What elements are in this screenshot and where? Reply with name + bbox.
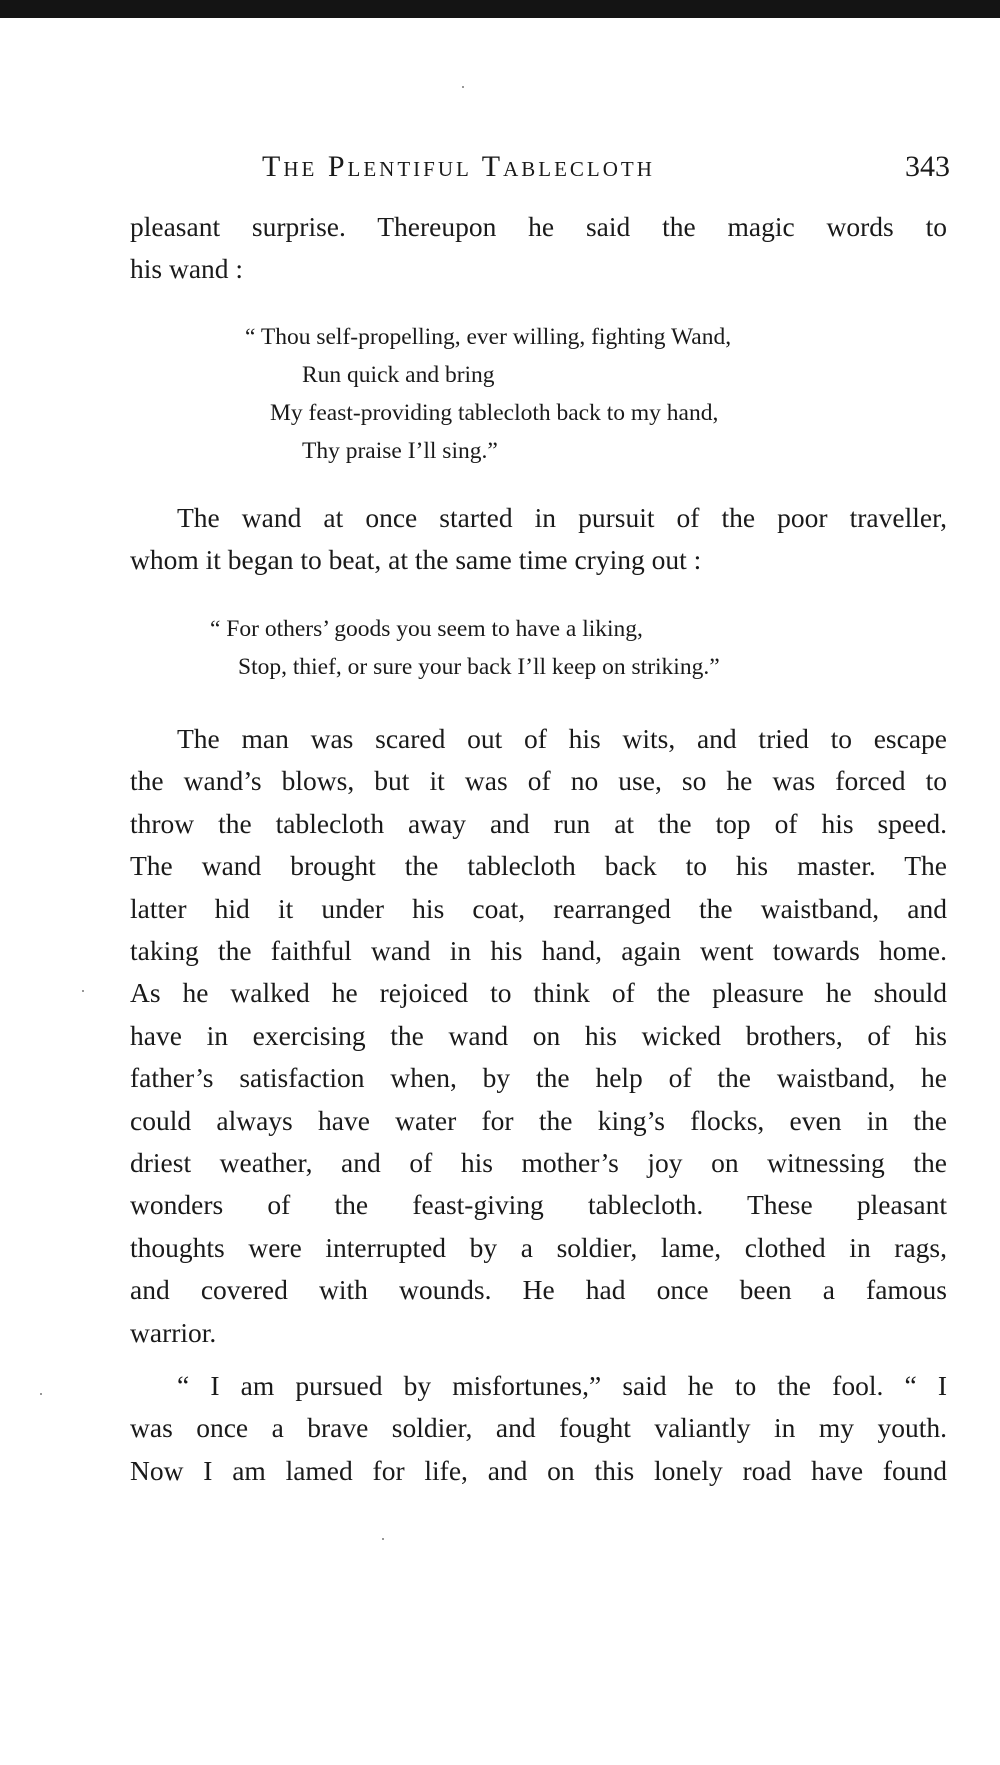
text-line: The wand brought the tablecloth back to his master. The [130, 850, 947, 882]
scan-speck [382, 1538, 384, 1540]
text-line: father’s satisfaction when, by the help of the waistband, he [130, 1062, 947, 1094]
scan-speck [82, 990, 84, 992]
text-line: taking the faithful wand in his hand, again went towards home. [130, 935, 947, 967]
verse-line: Thy praise I’ll sing.” [302, 438, 498, 464]
page-number: 343 [905, 150, 950, 183]
scan-speck [40, 1393, 42, 1395]
text-line: Now I am lamed for life, and on this lonely road have found [130, 1454, 947, 1486]
text-line: thoughts were interrupted by a soldier, lame, clothed in rags, [130, 1231, 947, 1263]
text-line: latter hid it under his coat, rearranged the waistband, and [130, 892, 947, 924]
text-line: The man was scared out of his wits, and tried to escape [177, 723, 947, 754]
text-line: could always have water for the king’s flocks, even in the [130, 1104, 947, 1136]
text-line: the wand’s blows, but it was of no use, so he was forced to [130, 765, 947, 797]
verse-line: My feast-providing tablecloth back to my hand, [270, 400, 719, 426]
text-line: pleasant surprise. Thereupon he said the magic words to [130, 211, 947, 242]
paragraph-3 [130, 718, 947, 1354]
verse-line: “ For others’ goods you seem to have a liking, [210, 616, 643, 642]
text-line: warrior. [130, 1316, 217, 1348]
verse-line: “ Thou self-propelling, ever willing, fighting Wand, [245, 324, 732, 350]
paragraph-4 [130, 1365, 947, 1492]
top-border-rule [0, 0, 1000, 18]
paragraph-1 [130, 206, 947, 291]
running-title: The Plentiful Tablecloth [262, 150, 655, 183]
text-line: As he walked he rejoiced to think of the pleasure he should [130, 977, 947, 1009]
text-line: whom it began to beat, at the same time crying out : [130, 544, 702, 576]
text-line: his wand : [130, 253, 244, 285]
paragraph-2 [130, 497, 947, 582]
text-line: was once a brave soldier, and fought valiantly in my youth. [130, 1412, 947, 1444]
text-line: and covered with wounds. He had once been a famous [130, 1274, 947, 1306]
verse-line: Stop, thief, or sure your back I’ll keep on striking.” [238, 654, 720, 680]
text-line: driest weather, and of his mother’s joy on witnessing the [130, 1147, 947, 1179]
verse-line: Run quick and bring [302, 362, 495, 388]
verse-1 [245, 318, 731, 470]
running-header [130, 150, 950, 194]
text-line: The wand at once started in pursuit of the poor traveller, [177, 502, 947, 533]
text-line: “ I am pursued by misfortunes,” said he to the fool. “ I [177, 1370, 947, 1401]
verse-2 [210, 610, 720, 686]
text-line: throw the tablecloth away and run at the top of his speed. [130, 807, 947, 839]
scan-speck [462, 86, 464, 88]
text-line: have in exercising the wand on his wicked brothers, of his [130, 1019, 947, 1051]
text-line: wonders of the feast-giving tablecloth. These pleasant [130, 1189, 947, 1221]
